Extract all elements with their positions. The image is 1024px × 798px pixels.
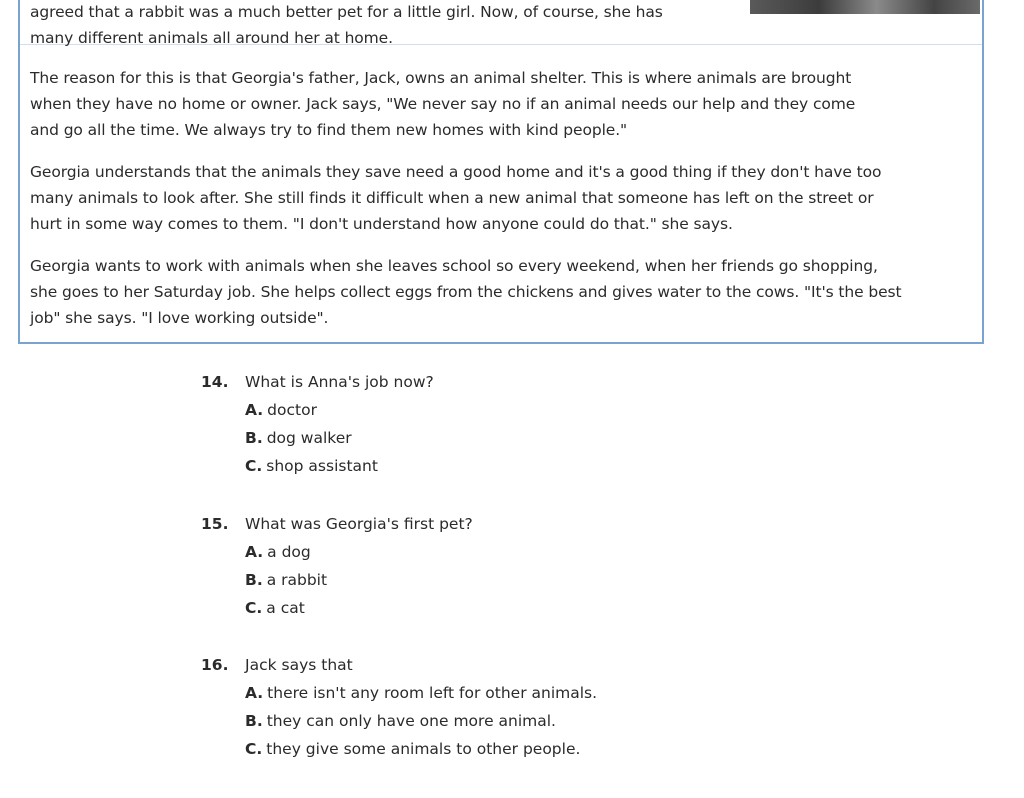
option-letter: C. xyxy=(245,457,263,475)
passage-line: many animals to look after. She still finds it difficult when a new animal that someone has left on the street or xyxy=(30,189,874,207)
option-letter: B. xyxy=(245,712,263,730)
option-letter: C. xyxy=(245,599,263,617)
passage-line: job" she says. "I love working outside". xyxy=(30,309,329,327)
passage-line: Georgia wants to work with animals when she leaves school so every weekend, when her friends go shopping, xyxy=(30,257,878,275)
option-text: dog walker xyxy=(266,429,352,447)
option-text: shop assistant xyxy=(266,457,378,475)
answer-option-b[interactable] xyxy=(245,707,597,735)
passage-line: many different animals all around her at home. xyxy=(30,29,393,47)
passage-line: agreed that a rabbit was a much better pet for a little girl. Now, of course, she has xyxy=(30,3,663,21)
answer-option-a[interactable] xyxy=(245,538,473,566)
passage-line: and go all the time. We always try to find them new homes with kind people." xyxy=(30,121,628,139)
option-text: a cat xyxy=(266,599,305,617)
answer-option-b[interactable] xyxy=(245,566,473,594)
question-16 xyxy=(201,651,597,763)
question-number: 16. xyxy=(201,656,229,674)
passage-line: hurt in some way comes to them. "I don't understand how anyone could do that." she says. xyxy=(30,215,733,233)
option-text: there isn't any room left for other animals. xyxy=(267,684,598,702)
answer-option-a[interactable] xyxy=(245,679,597,707)
question-text: What is Anna's job now? xyxy=(245,373,434,391)
option-letter: C. xyxy=(245,740,263,758)
option-text: a rabbit xyxy=(266,571,328,589)
answer-option-c[interactable] xyxy=(245,594,473,622)
option-letter: A. xyxy=(245,543,264,561)
answer-option-c[interactable] xyxy=(245,452,434,480)
option-text: they give some animals to other people. xyxy=(266,740,581,758)
option-letter: B. xyxy=(245,571,263,589)
passage-line: The reason for this is that Georgia's father, Jack, owns an animal shelter. This is where animals are brought xyxy=(30,69,852,87)
question-text: What was Georgia's first pet? xyxy=(245,515,473,533)
reading-passage xyxy=(18,0,984,344)
option-letter: B. xyxy=(245,429,263,447)
option-letter: A. xyxy=(245,684,264,702)
option-text: doctor xyxy=(267,401,317,419)
answer-option-b[interactable] xyxy=(245,424,434,452)
answer-option-a[interactable] xyxy=(245,396,434,424)
option-text: they can only have one more animal. xyxy=(266,712,556,730)
question-14 xyxy=(201,368,434,480)
question-number: 15. xyxy=(201,515,229,533)
passage-photo xyxy=(750,0,980,14)
option-letter: A. xyxy=(245,401,264,419)
option-text: a dog xyxy=(267,543,311,561)
answer-option-c[interactable] xyxy=(245,735,597,763)
question-text: Jack says that xyxy=(245,656,353,674)
passage-line: Georgia understands that the animals they save need a good home and it's a good thing if they don't have too xyxy=(30,163,882,181)
question-number: 14. xyxy=(201,373,229,391)
passage-line: she goes to her Saturday job. She helps collect eggs from the chickens and gives water to the cows. "It's the best xyxy=(30,283,902,301)
passage-line: when they have no home or owner. Jack says, "We never say no if an animal needs our help and they come xyxy=(30,95,856,113)
question-15 xyxy=(201,510,473,622)
